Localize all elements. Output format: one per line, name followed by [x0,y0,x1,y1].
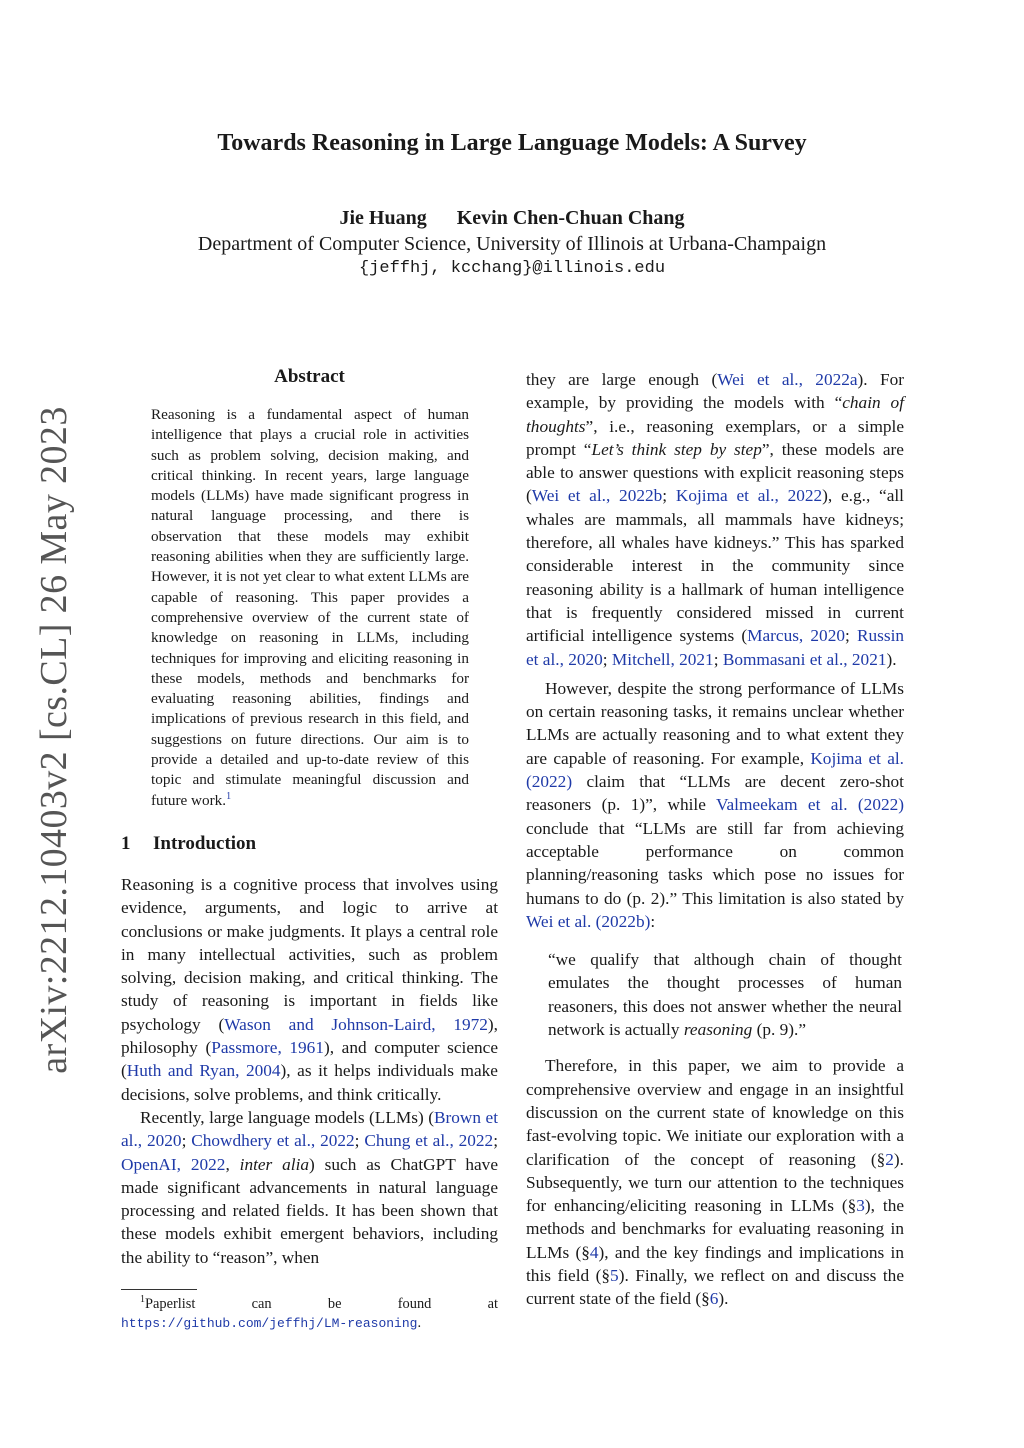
text-run: ), and the key findings and implications in this field (§ [526,1242,904,1285]
citation-link[interactable]: Kojima et al., 2022 [675,486,823,506]
citation-link[interactable]: Mitchell, 2021 [611,649,714,669]
intro-paragraph-1 [121,873,498,1106]
text-run: (p. 9).” [752,1020,807,1040]
text-run: ; [181,1131,192,1151]
text-run: ; [354,1131,365,1151]
repo-url-link[interactable]: https://github.com/jeffhj/LM-reasoning [121,1316,418,1331]
citation-link[interactable]: Kojima et al. (2022) [526,748,904,792]
text-run: conclude that “LLMs are still far from achieving acceptable performance on common planning/reasoning tasks which pose no issues for humans to do (p. 2).” This limitation is also stated by [526,818,904,908]
text-run: ). [718,1289,729,1309]
affiliation: Department of Computer Science, University of Illinois at Urbana-Champaign [197,233,827,255]
citation-link[interactable]: Bommasani et al., 2021 [722,649,887,669]
intro-paragraph-3 [526,368,904,671]
text-run: ), the methods and benchmarks for evaluating reasoning in LLMs (§ [526,1196,904,1262]
text-run: . [417,1315,422,1331]
author-list [0,207,1024,230]
citation-link[interactable]: Marcus, 2020 [747,626,845,646]
intro-paragraph-4 [526,677,904,933]
section-heading [121,833,498,855]
citation-link[interactable]: Huth and Ryan, 2004 [126,1061,281,1081]
section-title: Introduction [153,832,257,854]
citation-link[interactable]: Wei et al. (2022b) [526,911,651,931]
citation-link[interactable]: Russin et al., 2020 [526,626,905,669]
text-run: reasoning [683,1020,753,1040]
intro-paragraph-5 [526,1054,904,1310]
text-run: ; [493,1131,499,1151]
text-run: Paperlist can be found at [145,1296,498,1312]
citation-link[interactable]: OpenAI, 2022 [121,1154,226,1174]
author-name: Jie Huang [339,207,427,229]
text-run: Therefore, in this paper, we aim to provide a comprehensive overview and engage in an insightful discussion on the current state of knowledge on this fast-evolving topic. We initiate our exploration with a clarification of the concept of reasoning (§ [526,1056,904,1169]
author-name: Kevin Chen-Chuan Chang [456,207,685,229]
citation-link[interactable]: Passmore, 1961 [211,1038,324,1058]
intro-paragraph-2 [121,1106,498,1269]
citation-link[interactable]: Valmeekam et al. (2022) [715,795,904,815]
left-column [121,366,498,1269]
text-run: Recently, large language models (LLMs) ( [140,1107,434,1127]
text-run: : [650,911,656,931]
footnote-text [121,1295,498,1333]
footnote-rule [121,1289,197,1290]
abstract-text [151,405,469,811]
text-run: ) such as ChatGPT have made significant advancements in natural language processing and related fields. It has been shown that these models exhibit emergent behaviors, including the ability to “reason”, when [121,1154,498,1267]
citation-link[interactable]: Brown et al., 2020 [121,1107,498,1151]
text-run: ”, i.e., reasoning exemplars, or a simple prompt “ [526,416,904,459]
text-run: Reasoning is a cognitive process that involves using evidence, arguments, and logic to arrive at conclusions or make judgments. It plays a central role in many intellectual activities, such as problem solving, decision making, and critical thinking. The study of reasoning is important in fields like psychology ( [121,874,498,1034]
text-run: ), as it helps individuals make decisions, solve problems, and think critically. [121,1061,498,1104]
citation-link[interactable]: Wason and Johnson-Laird, 1972 [224,1014,488,1034]
footnote-marker[interactable]: 1 [226,790,232,802]
footnote [121,1289,498,1333]
citation-link[interactable]: Chung et al., 2022 [364,1131,494,1151]
section-ref-link[interactable]: 6 [709,1289,719,1309]
block-quote [548,948,902,1041]
text-run: However, despite the strong performance of LLMs on certain reasoning tasks, it remains unclear whether LLMs are actually reasoning and to what extent they are capable of reasoning. For example, [526,678,904,768]
text-run: ). Subsequently, we turn our attention to the techniques for enhancing/eliciting reasoning in LLMs (§ [526,1149,904,1216]
text-run: chain of thoughts [526,393,904,436]
section-ref-link[interactable]: 4 [589,1242,599,1262]
text-run: ), and computer science ( [121,1038,498,1081]
text-run: ; [844,626,857,646]
section-ref-link[interactable]: 2 [885,1149,894,1169]
footnote-number: 1 [140,1294,145,1306]
text-run: ; [713,649,723,669]
paper-title: Towards Reasoning in Large Language Models: A Survey [217,130,807,156]
section-number: 1 [121,832,131,854]
text-run: ). Finally, we reflect on and discuss the current state of the field (§ [526,1265,904,1309]
text-run: ; [602,649,612,669]
arxiv-stamp-text: arXiv:2212.10403v2 [cs.CL] 26 May 2023 [33,406,75,1074]
text-run: Let’s think step by step [591,439,762,459]
text-run: ). [886,649,897,669]
text-run: ), philosophy ( [121,1014,498,1058]
text-run: claim that “LLMs are decent zero-shot reasoners (p. 1)”, while [526,772,904,815]
section-ref-link[interactable]: 3 [856,1196,865,1216]
text-run: “we qualify that although chain of thought emulates the thought processes of human reasoners, this does not answer whether the neural network is actually [548,950,902,1040]
right-column [526,368,904,1311]
text-run: ”, these models are able to answer questions with explicit reasoning steps ( [526,439,904,506]
arxiv-stamp [24,400,84,1080]
citation-link[interactable]: Chowdhery et al., 2022 [191,1131,355,1151]
citation-link[interactable]: Wei et al., 2022a [717,370,858,389]
text-run: , [225,1154,240,1174]
text-run: they are large enough ( [526,370,718,389]
citation-link[interactable]: Wei et al., 2022b [531,486,663,506]
text-run: ). For example, by providing the models with “ [526,370,905,413]
abstract-body: Reasoning is a fundamental aspect of human intelligence that plays a crucial role in activities such as problem solving, decision making, and critical thinking. In recent years, large language models (LLMs) have made significant progress in natural language processing, and there is observation that these models may exhibit reasoning abilities when they are sufficiently large. However, it is not yet clear to what extent LLMs are capable of reasoning. This paper provides a comprehensive overview of the current state of knowledge on reasoning in LLMs, including techniques for improving and eliciting reasoning in these models, methods and benchmarks for evaluating reasoning abilities, findings and implications of previous research in this field, and suggestions on future directions. Our aim is to provide a detailed and up-to-date review of this topic and stimulate meaningful discussion and future work. [151,406,469,809]
text-run: ; [662,486,676,506]
abstract-heading: Abstract [274,366,345,387]
section-ref-link[interactable]: 5 [610,1265,619,1285]
text-run: inter alia [239,1154,310,1174]
author-email[interactable]: {jeffhj, kcchang}@illinois.edu [358,259,666,278]
text-run: ), e.g., “all whales are mammals, all mammals have kidneys; therefore, all whales have kidneys.” This has sparked considerable interest in the community since reasoning ability is a hallmark of human intelligence that is frequently considered missed in current artificial intelligence systems ( [526,486,904,646]
